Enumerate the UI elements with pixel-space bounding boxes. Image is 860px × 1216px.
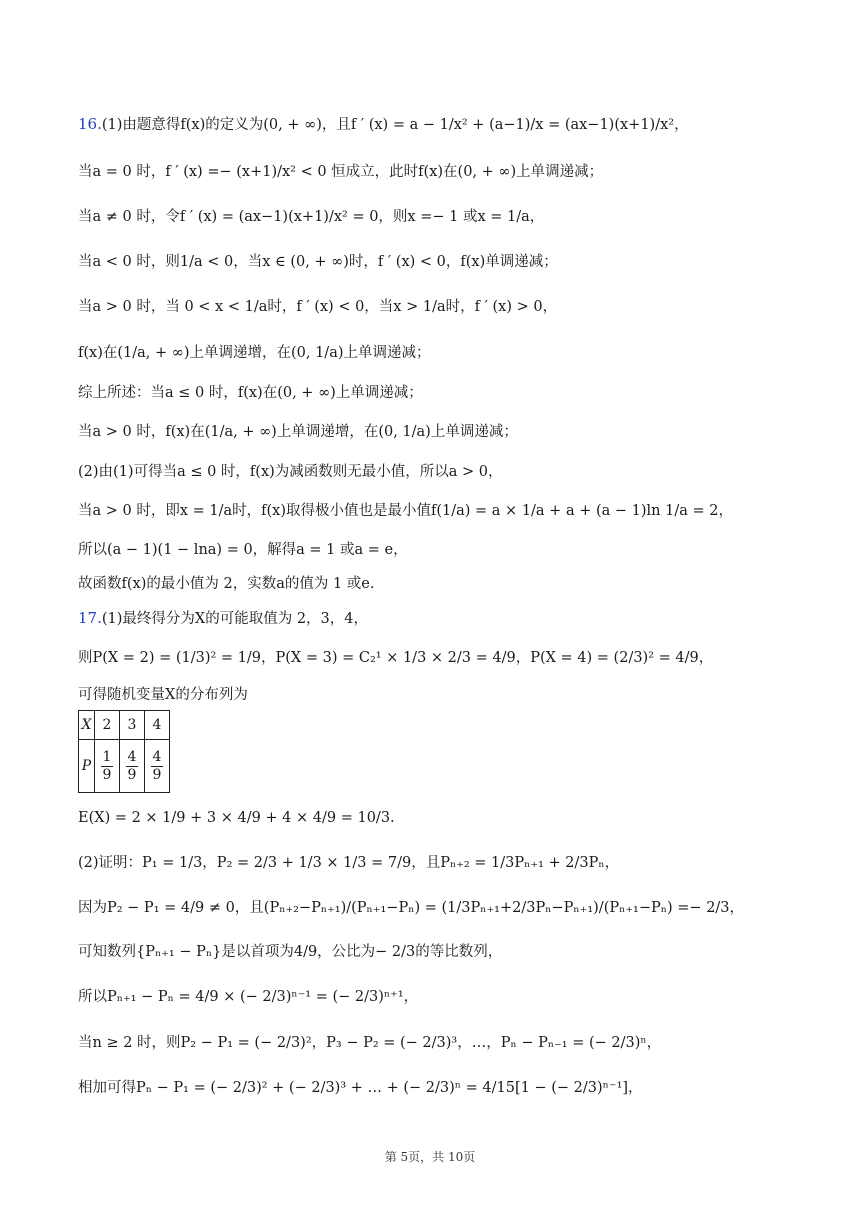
text-line-11: 所以(a − 1)(1 − lna) = 0，解得a = 1 或a = e， [78,542,408,558]
fraction: $\frac{4}{9}$ [152,748,162,783]
question-number-16: 16. [78,115,102,133]
text-line-3: 当a ≠ 0 时，令f ′ (x) = (ax−1)(x+1)/x² = 0，则x =− 1 或x = 1/a， [78,209,545,225]
text-line-7: 综上所述：当a ≤ 0 时，f(x)在(0, + ∞)上单调递减； [78,385,423,401]
text-line-21: 当n ≥ 2 时，则P₂ − P₁ = (− 2/3)²，P₃ − P₂ = (− 2/3)³，…，Pₙ − Pₙ₋₁ = (− 2/3)ⁿ， [78,1035,662,1051]
fraction: $\frac{1}{9}$ [102,748,112,783]
text-line-1: 16.(1)由题意得f(x)的定义为(0, + ∞)，且f ′ (x) = a − 1/x² + (a−1)/x = (ax−1)(x+1)/x²， [78,115,689,133]
text-line-14: 则P(X = 2) = (1/3)² = 1/9，P(X = 3) = C₂¹ × 1/3 × 2/3 = 4/9，P(X = 4) = (2/3)² = 4/9， [78,650,714,666]
table-cell [120,740,145,793]
table-row [79,740,170,793]
table-cell: 4 [145,711,170,740]
text-line-22: 相加可得Pₙ − P₁ = (− 2/3)² + (− 2/3)³ + … + (− 2/3)ⁿ = 4/15[1 − (− 2/3)ⁿ⁻¹]， [78,1080,643,1096]
text-line-17: (2)证明：P₁ = 1/3，P₂ = 2/3 + 1/3 × 1/3 = 7/9，且Pₙ₊₂ = 1/3Pₙ₊₁ + 2/3Pₙ， [78,855,620,871]
text-line-5: 当a > 0 时，当 0 < x < 1/a时，f ′ (x) < 0，当x > 1/a时，f ′ (x) > 0， [78,299,558,315]
question-number-17: 17. [78,609,102,627]
text-line-19: 可知数列{Pₙ₊₁ − Pₙ}是以首项为4/9，公比为− 2/3的等比数列， [78,944,503,960]
table-header-row [79,711,170,740]
text-line-18: 因为P₂ − P₁ = 4/9 ≠ 0，且(Pₙ₊₂−Pₙ₊₁)/(Pₙ₊₁−Pₙ) = (1/3Pₙ₊₁+2/3Pₙ−Pₙ₊₁)/(Pₙ₊₁−Pₙ) =− 2/3， [78,900,745,916]
page-footer: 第 5页，共 10页 [384,1150,476,1164]
table-cell: 3 [120,711,145,740]
text-line-2: 当a = 0 时，f ′ (x) =− (x+1)/x² < 0 恒成立，此时f(x)在(0, + ∞)上单调递减； [78,164,604,180]
text-line-4: 当a < 0 时，则1/a < 0，当x ∈ (0, + ∞)时，f ′ (x) < 0，f(x)单调递减； [78,254,558,270]
text-line-20: 所以Pₙ₊₁ − Pₙ = 4/9 × (− 2/3)ⁿ⁻¹ = (− 2/3)ⁿ⁺¹， [78,989,419,1005]
text-line-15: 可得随机变量X的分布列为 [78,687,248,703]
text-line-8: 当a > 0 时，f(x)在(1/a, + ∞)上单调递增，在(0, 1/a)上单调递减； [78,424,518,440]
distribution-table [78,710,170,793]
text-line-6: f(x)在(1/a, + ∞)上单调递增，在(0, 1/a)上单调递减； [78,345,431,361]
table-cell: 2 [95,711,120,740]
text-line-16: E(X) = 2 × 1/9 + 3 × 4/9 + 4 × 4/9 = 10/3. [78,810,395,826]
table-cell [95,740,120,793]
table-cell [145,740,170,793]
table-cell: P [79,740,95,793]
text-line-13: 17.(1)最终得分为X的可能取值为 2，3，4， [78,609,369,627]
text-line-10: 当a > 0 时，即x = 1/a时，f(x)取得极小值也是最小值f(1/a) = a × 1/a + a + (a − 1)ln 1/a = 2， [78,503,733,519]
text-line-12: 故函数f(x)的最小值为 2，实数a的值为 1 或e. [78,576,375,592]
text-line-9: (2)由(1)可得当a ≤ 0 时，f(x)为减函数则无最小值，所以a > 0， [78,464,503,480]
table-cell: X [79,711,95,740]
fraction: $\frac{4}{9}$ [127,748,137,783]
